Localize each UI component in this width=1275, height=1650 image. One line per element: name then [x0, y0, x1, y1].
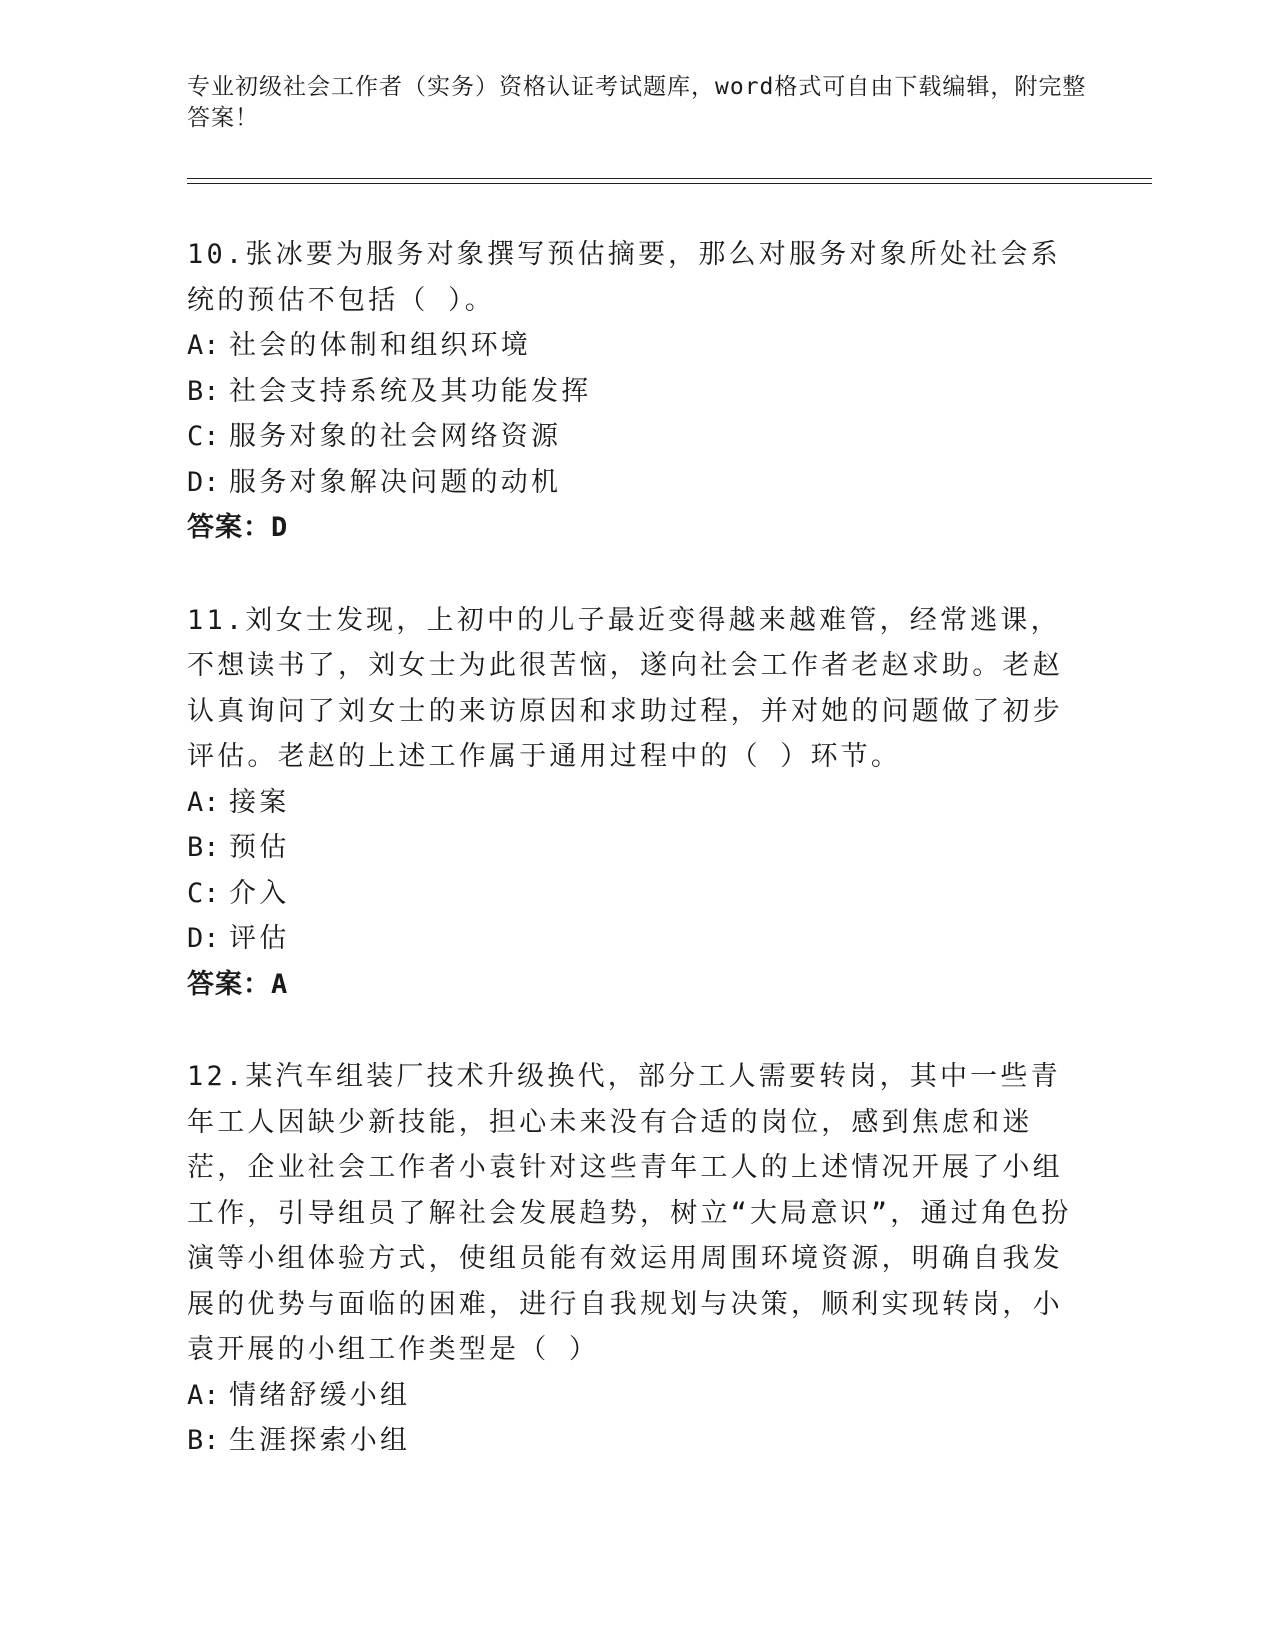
option-letter: D: [187, 466, 220, 498]
answer-label: 答案： [187, 968, 271, 1000]
option-c [187, 871, 1087, 917]
question-list [187, 232, 1087, 1511]
option-b [187, 1418, 1087, 1464]
option-letter: B: [187, 1425, 220, 1456]
option-letter: B: [187, 375, 220, 407]
option-letter: C: [187, 421, 220, 452]
option-text: 接案 [229, 786, 290, 818]
option-c [187, 414, 1087, 460]
question-12 [187, 1054, 1087, 1464]
option-text: 预估 [229, 832, 290, 863]
page-header: 专业初级社会工作者（实务）资格认证考试题库，word格式可自由下载编辑，附完整答案！ [187, 74, 1087, 131]
option-text: 介入 [229, 877, 290, 909]
option-letter: A: [187, 786, 220, 818]
option-d [187, 916, 1087, 962]
answer-label: 答案： [187, 512, 271, 543]
answer-value: A [271, 968, 289, 1000]
option-text: 生涯探索小组 [229, 1425, 411, 1456]
question-stem: 11.刘女士发现，上初中的儿子最近变得越来越难管，经常逃课，不想读书了，刘女士为此很苦恼，遂向社会工作者老赵求助。老赵认真询问了刘女士的来访原因和求助过程，并对她的问题做了初步评估。老赵的上述工作属于通用过程中的（ ）环节。 [187, 604, 1063, 772]
option-d [187, 460, 1087, 506]
option-text: 社会的体制和组织环境 [229, 330, 531, 361]
option-a [187, 1373, 1087, 1419]
header-divider-top [187, 178, 1152, 179]
option-letter: A: [187, 1379, 220, 1411]
option-text: 服务对象解决问题的动机 [229, 466, 562, 498]
question-stem: 10.张冰要为服务对象撰写预估摘要，那么对服务对象所处社会系统的预估不包括（ ）。 [187, 239, 1061, 316]
answer-line [187, 505, 1087, 551]
header-divider-bottom [187, 183, 1152, 184]
option-text: 服务对象的社会网络资源 [229, 421, 562, 452]
question-11 [187, 598, 1087, 1008]
option-b [187, 369, 1087, 415]
option-b [187, 825, 1087, 871]
option-letter: D: [187, 923, 220, 954]
option-letter: B: [187, 832, 220, 863]
answer-value: D [271, 512, 289, 543]
answer-line [187, 962, 1087, 1008]
option-text: 社会支持系统及其功能发挥 [229, 375, 592, 407]
option-letter: A: [187, 330, 220, 361]
option-text: 情绪舒缓小组 [229, 1379, 411, 1411]
option-a [187, 780, 1087, 826]
option-a [187, 323, 1087, 369]
question-stem: 12.某汽车组装厂技术升级换代，部分工人需要转岗，其中一些青年工人因缺少新技能，担心未来没有合适的岗位，感到焦虑和迷茫，企业社会工作者小袁针对这些青年工人的上述情况开展了小组工作，引导组员了解社会发展趋势，树立“大局意识”，通过角色扮演等小组体验方式，使组员能有效运用周围环境资源，明确自我发展的优势与面临的困难，进行自我规划与决策，顺利实现转岗，小袁开展的小组工作类型是（ ） [187, 1061, 1072, 1365]
question-10 [187, 232, 1087, 551]
option-letter: C: [187, 877, 220, 909]
option-text: 评估 [229, 923, 290, 954]
